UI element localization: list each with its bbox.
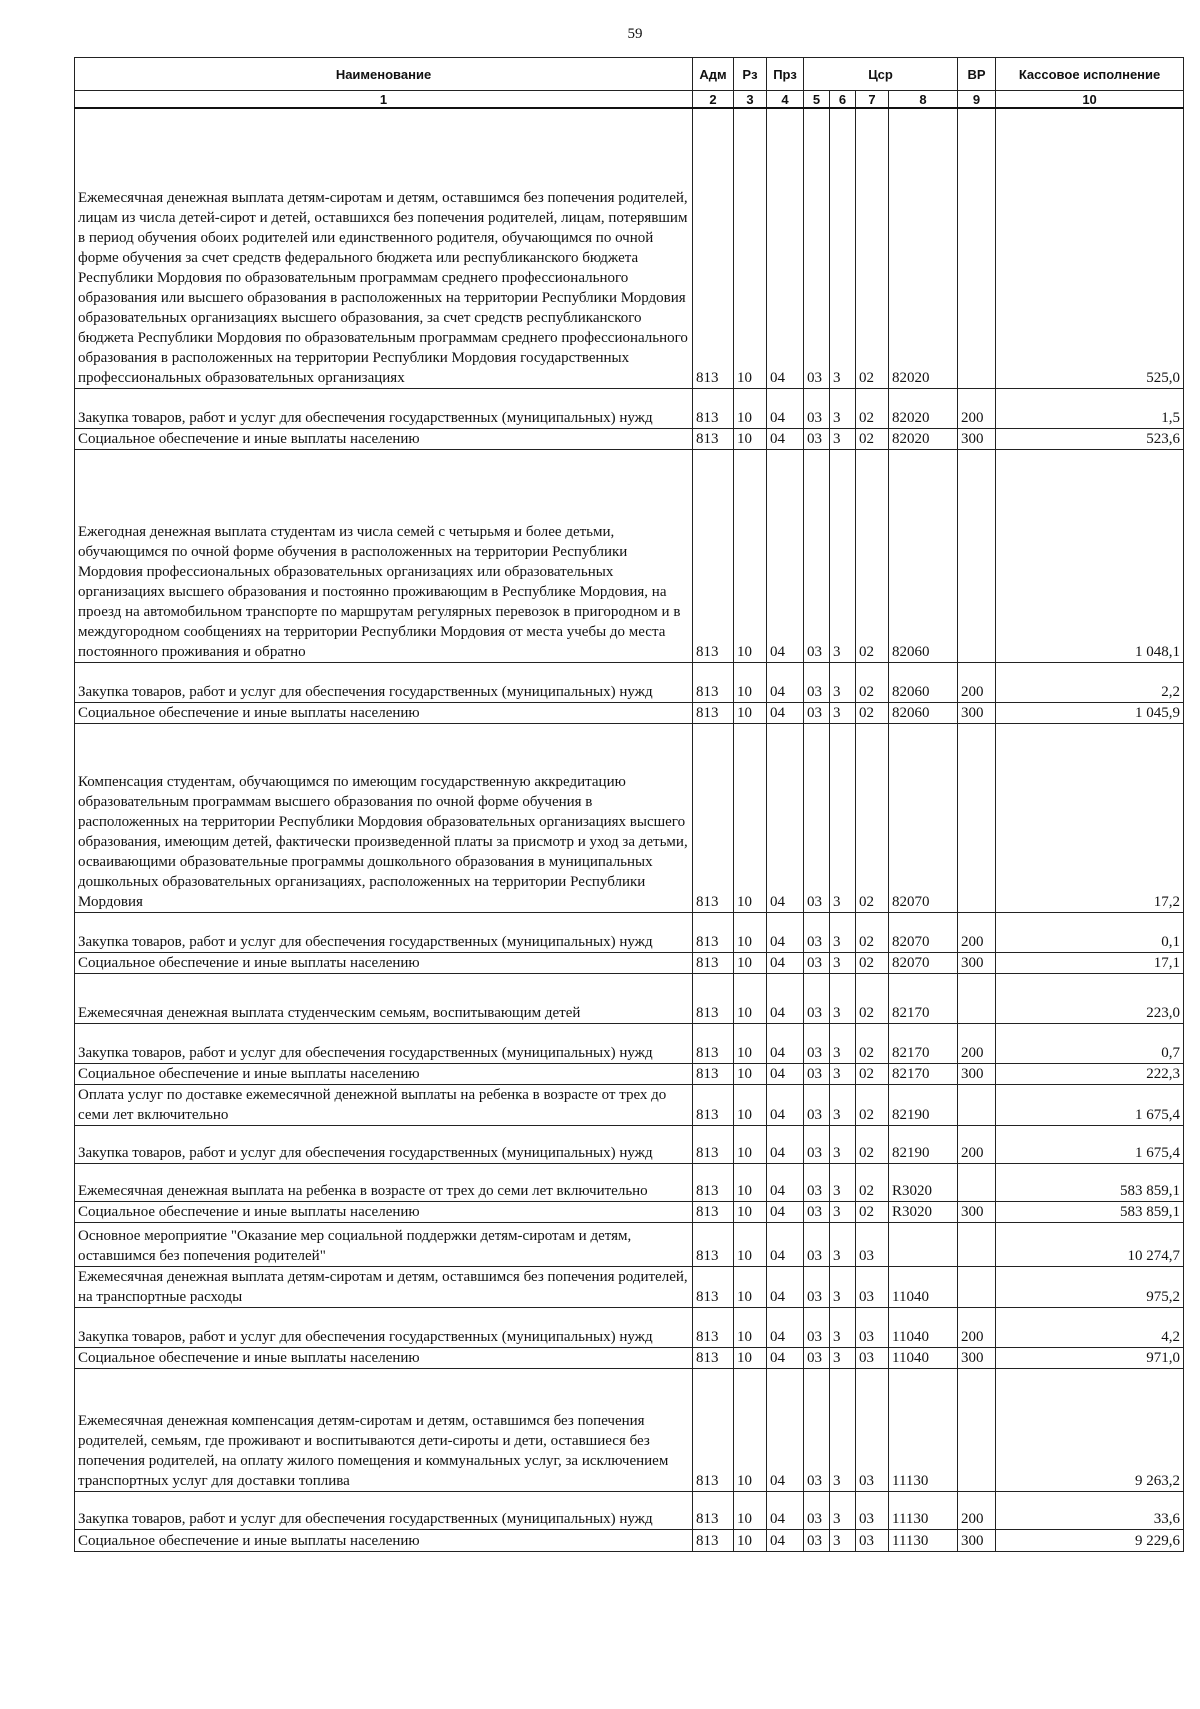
row-csr-8: R3020 [889,1201,958,1222]
table-row [75,1491,1184,1529]
row-adm: 813 [693,1368,734,1491]
row-name: Основное мероприятие "Оказание мер социальной поддержки детям-сиротам и детям, оставшимся без попечения родителей" [75,1222,693,1266]
row-value: 223,0 [996,973,1184,1023]
row-prz: 04 [767,388,804,428]
row-csr-5: 03 [804,1266,830,1307]
row-adm: 813 [693,973,734,1023]
row-vr: 200 [958,1023,996,1063]
row-adm: 813 [693,1023,734,1063]
row-csr-6: 3 [830,912,856,952]
row-name: Ежемесячная денежная выплата на ребенка в возрасте от трех до семи лет включительно [75,1163,693,1201]
row-csr-7: 02 [856,702,889,723]
row-name: Компенсация студентам, обучающимся по имеющим государственную аккредитацию образовательным программам высшего образования по очной форме обучения в расположенных на территории Республики Мордовия образовательных организациях высшего образования, имеющим детей, фактически произведенной платы за присмотр и уход за детьми, осваивающими образовательные программы дошкольного образования в муниципальных дошкольных образовательных организациях, расположенных на территории Республики Мордовия [75,723,693,912]
row-csr-5: 03 [804,702,830,723]
row-prz: 04 [767,1491,804,1529]
row-name: Закупка товаров, работ и услуг для обеспечения государственных (муниципальных) нужд [75,1023,693,1063]
row-name: Закупка товаров, работ и услуг для обеспечения государственных (муниципальных) нужд [75,1125,693,1163]
row-value: 525,0 [996,108,1184,388]
row-prz: 04 [767,1368,804,1491]
table-row [75,952,1184,973]
row-csr-5: 03 [804,1222,830,1266]
row-csr-7: 03 [856,1347,889,1368]
table-row [75,1201,1184,1222]
row-csr-7: 02 [856,1125,889,1163]
row-prz: 04 [767,108,804,388]
row-adm: 813 [693,108,734,388]
row-rz: 10 [734,1347,767,1368]
header-name: Наименование [75,58,693,91]
row-adm: 813 [693,1201,734,1222]
row-rz: 10 [734,1023,767,1063]
row-value: 583 859,1 [996,1163,1184,1201]
row-name: Социальное обеспечение и иные выплаты населению [75,428,693,449]
table-row [75,1368,1184,1491]
row-name: Ежемесячная денежная выплата детям-сиротам и детям, оставшимся без попечения родителей, лицам из числа детей-сирот и детей, оставшихся без попечения родителей, лицам, потерявшим в период обучения обоих родителей или единственного родителя, обучающимся по очной форме обучения за счет средств федерального бюджета или республиканского бюджета Республики Мордовия по образовательным программам среднего профессионального образования или высшего образования в расположенных на территории Республики Мордовия образовательных организациях высшего образования, за счет средств республиканского бюджета Республики Мордовия по образовательным программам среднего профессионального образования в расположенных на территории Республики Мордовия государственных профессиональных образовательных организациях [75,108,693,388]
column-number: 7 [856,91,889,109]
row-name: Закупка товаров, работ и услуг для обеспечения государственных (муниципальных) нужд [75,912,693,952]
row-value: 0,1 [996,912,1184,952]
table-row [75,1529,1184,1551]
table-row [75,1084,1184,1125]
row-csr-5: 03 [804,973,830,1023]
row-csr-8: 82070 [889,952,958,973]
row-value: 10 274,7 [996,1222,1184,1266]
row-csr-5: 03 [804,108,830,388]
row-vr: 300 [958,1063,996,1084]
row-vr [958,1222,996,1266]
row-vr: 300 [958,428,996,449]
row-name: Закупка товаров, работ и услуг для обеспечения государственных (муниципальных) нужд [75,1307,693,1347]
budget-table [74,57,1184,1552]
row-adm: 813 [693,723,734,912]
row-prz: 04 [767,1201,804,1222]
row-csr-6: 3 [830,449,856,662]
row-csr-6: 3 [830,973,856,1023]
header-prz: Прз [767,58,804,91]
column-number: 10 [996,91,1184,109]
row-value: 4,2 [996,1307,1184,1347]
table-row [75,428,1184,449]
row-adm: 813 [693,1491,734,1529]
header-adm: Адм [693,58,734,91]
row-csr-7: 02 [856,973,889,1023]
row-csr-7: 02 [856,1023,889,1063]
header-vr: ВР [958,58,996,91]
row-adm: 813 [693,1266,734,1307]
row-rz: 10 [734,1491,767,1529]
row-vr [958,108,996,388]
table-row [75,1023,1184,1063]
row-csr-8: 11130 [889,1529,958,1551]
row-rz: 10 [734,1266,767,1307]
row-name: Социальное обеспечение и иные выплаты населению [75,1201,693,1222]
row-name: Закупка товаров, работ и услуг для обеспечения государственных (муниципальных) нужд [75,662,693,702]
row-name: Ежемесячная денежная выплата детям-сиротам и детям, оставшимся без попечения родителей, на транспортные расходы [75,1266,693,1307]
row-csr-7: 03 [856,1529,889,1551]
row-csr-6: 3 [830,1125,856,1163]
row-csr-7: 02 [856,723,889,912]
row-value: 1 048,1 [996,449,1184,662]
row-rz: 10 [734,1163,767,1201]
row-csr-7: 03 [856,1222,889,1266]
row-rz: 10 [734,1201,767,1222]
row-csr-8: 82020 [889,388,958,428]
row-csr-6: 3 [830,1529,856,1551]
row-prz: 04 [767,702,804,723]
row-value: 523,6 [996,428,1184,449]
row-value: 1 675,4 [996,1084,1184,1125]
row-csr-5: 03 [804,1201,830,1222]
row-vr [958,449,996,662]
row-csr-7: 02 [856,388,889,428]
column-number: 6 [830,91,856,109]
row-name: Социальное обеспечение и иные выплаты населению [75,1347,693,1368]
row-name: Ежемесячная денежная компенсация детям-сиротам и детям, оставшимся без попечения родителей, семьям, где проживают и воспитываются дети-сироты и дети, оставшиеся без попечения родителей, на оплату жилого помещения и коммунальных услуг, за исключением транспортных услуг для доставки топлива [75,1368,693,1491]
row-csr-5: 03 [804,388,830,428]
row-csr-7: 03 [856,1491,889,1529]
row-prz: 04 [767,1266,804,1307]
row-value: 222,3 [996,1063,1184,1084]
row-vr [958,973,996,1023]
row-csr-5: 03 [804,1368,830,1491]
row-prz: 04 [767,1307,804,1347]
row-value: 1,5 [996,388,1184,428]
row-csr-7: 02 [856,1084,889,1125]
row-csr-6: 3 [830,662,856,702]
row-csr-6: 3 [830,723,856,912]
row-vr: 300 [958,1201,996,1222]
column-number: 9 [958,91,996,109]
row-prz: 04 [767,1125,804,1163]
row-rz: 10 [734,702,767,723]
row-csr-8: 82070 [889,912,958,952]
row-name: Оплата услуг по доставке ежемесячной денежной выплаты на ребенка в возрасте от трех до семи лет включительно [75,1084,693,1125]
row-rz: 10 [734,912,767,952]
row-adm: 813 [693,1125,734,1163]
row-adm: 813 [693,1529,734,1551]
row-value: 975,2 [996,1266,1184,1307]
row-value: 1 045,9 [996,702,1184,723]
table-row [75,1163,1184,1201]
row-rz: 10 [734,723,767,912]
row-adm: 813 [693,952,734,973]
row-csr-8: 82060 [889,449,958,662]
row-name: Закупка товаров, работ и услуг для обеспечения государственных (муниципальных) нужд [75,388,693,428]
header-csr: Цср [804,58,958,91]
row-prz: 04 [767,662,804,702]
row-value: 17,1 [996,952,1184,973]
row-value: 583 859,1 [996,1201,1184,1222]
row-name: Ежегодная денежная выплата студентам из числа семей с четырьмя и более детьми, обучающимся по очной форме обучения в расположенных на территории Республики Мордовия профессиональных образовательных организациях или образовательных организациях высшего образования и постоянно проживающим в Республике Мордовия, на проезд на автомобильном транспорте по маршрутам регулярных перевозок в пригородном и в междугородном сообщениях на территории Республики Мордовия от места учебы до места постоянного проживания и обратно [75,449,693,662]
row-rz: 10 [734,1529,767,1551]
row-name: Социальное обеспечение и иные выплаты населению [75,702,693,723]
row-rz: 10 [734,428,767,449]
row-csr-8: 82190 [889,1125,958,1163]
row-value: 2,2 [996,662,1184,702]
row-adm: 813 [693,449,734,662]
row-adm: 813 [693,702,734,723]
row-csr-5: 03 [804,662,830,702]
row-csr-5: 03 [804,1063,830,1084]
table-row [75,702,1184,723]
row-vr: 200 [958,1125,996,1163]
row-adm: 813 [693,1063,734,1084]
row-csr-6: 3 [830,1201,856,1222]
row-prz: 04 [767,1222,804,1266]
row-csr-8: 11130 [889,1491,958,1529]
row-value: 17,2 [996,723,1184,912]
row-vr: 300 [958,1347,996,1368]
row-csr-6: 3 [830,1023,856,1063]
row-prz: 04 [767,1347,804,1368]
row-csr-8: 82170 [889,1063,958,1084]
row-rz: 10 [734,1125,767,1163]
column-number: 3 [734,91,767,109]
row-csr-5: 03 [804,1023,830,1063]
row-adm: 813 [693,1084,734,1125]
row-rz: 10 [734,388,767,428]
row-vr [958,1163,996,1201]
row-csr-6: 3 [830,1084,856,1125]
row-csr-6: 3 [830,1368,856,1491]
row-prz: 04 [767,1163,804,1201]
row-vr: 200 [958,912,996,952]
row-csr-7: 02 [856,662,889,702]
row-vr: 300 [958,1529,996,1551]
row-csr-6: 3 [830,428,856,449]
row-adm: 813 [693,1222,734,1266]
row-csr-8: R3020 [889,1163,958,1201]
row-value: 1 675,4 [996,1125,1184,1163]
row-csr-7: 02 [856,108,889,388]
row-csr-8: 82170 [889,1023,958,1063]
row-value: 0,7 [996,1023,1184,1063]
row-vr: 200 [958,1307,996,1347]
table-row [75,108,1184,388]
row-csr-7: 02 [856,1163,889,1201]
row-csr-6: 3 [830,1222,856,1266]
row-csr-6: 3 [830,1163,856,1201]
row-csr-8: 82060 [889,702,958,723]
row-csr-6: 3 [830,702,856,723]
row-csr-7: 03 [856,1266,889,1307]
row-vr: 200 [958,1491,996,1529]
row-csr-6: 3 [830,1307,856,1347]
row-rz: 10 [734,1307,767,1347]
row-value: 971,0 [996,1347,1184,1368]
row-prz: 04 [767,1529,804,1551]
header-kas: Кассовое исполнение [996,58,1184,91]
column-number: 2 [693,91,734,109]
row-csr-5: 03 [804,428,830,449]
row-csr-7: 02 [856,449,889,662]
row-csr-8: 11040 [889,1307,958,1347]
row-rz: 10 [734,1222,767,1266]
row-adm: 813 [693,388,734,428]
table-header-row [75,58,1184,91]
table-row [75,388,1184,428]
row-prz: 04 [767,952,804,973]
row-csr-8: 82070 [889,723,958,912]
table-row [75,1307,1184,1347]
row-vr [958,1266,996,1307]
row-vr: 200 [958,388,996,428]
row-csr-7: 02 [856,1201,889,1222]
table-row [75,1063,1184,1084]
table-row [75,723,1184,912]
row-vr: 200 [958,662,996,702]
column-number: 8 [889,91,958,109]
row-name: Социальное обеспечение и иные выплаты населению [75,1063,693,1084]
row-csr-7: 03 [856,1368,889,1491]
row-csr-5: 03 [804,1529,830,1551]
row-csr-8: 82190 [889,1084,958,1125]
row-csr-8: 11040 [889,1266,958,1307]
column-number: 5 [804,91,830,109]
row-csr-8: 82060 [889,662,958,702]
row-csr-6: 3 [830,1347,856,1368]
row-csr-5: 03 [804,1125,830,1163]
row-vr [958,723,996,912]
table-row [75,1125,1184,1163]
row-csr-5: 03 [804,1307,830,1347]
table-row [75,1347,1184,1368]
row-csr-5: 03 [804,1084,830,1125]
row-prz: 04 [767,449,804,662]
row-csr-8: 82170 [889,973,958,1023]
row-adm: 813 [693,1347,734,1368]
row-vr [958,1368,996,1491]
row-value: 9 263,2 [996,1368,1184,1491]
header-rz: Рз [734,58,767,91]
row-adm: 813 [693,912,734,952]
row-adm: 813 [693,1163,734,1201]
row-csr-6: 3 [830,388,856,428]
row-csr-5: 03 [804,912,830,952]
row-csr-6: 3 [830,1266,856,1307]
row-name: Социальное обеспечение и иные выплаты населению [75,952,693,973]
row-vr: 300 [958,702,996,723]
row-csr-5: 03 [804,723,830,912]
row-csr-7: 02 [856,952,889,973]
row-csr-7: 02 [856,912,889,952]
row-csr-8: 82020 [889,428,958,449]
column-number: 4 [767,91,804,109]
row-csr-5: 03 [804,1163,830,1201]
row-csr-7: 02 [856,1063,889,1084]
row-vr: 300 [958,952,996,973]
row-prz: 04 [767,723,804,912]
row-value: 9 229,6 [996,1529,1184,1551]
row-rz: 10 [734,1084,767,1125]
row-csr-7: 03 [856,1307,889,1347]
table-row [75,449,1184,662]
row-csr-6: 3 [830,108,856,388]
row-rz: 10 [734,1368,767,1491]
row-csr-6: 3 [830,952,856,973]
row-csr-5: 03 [804,1491,830,1529]
table-row [75,1266,1184,1307]
table-row [75,973,1184,1023]
page-number: 59 [627,26,643,42]
row-name: Ежемесячная денежная выплата студенческим семьям, воспитывающим детей [75,973,693,1023]
row-name: Социальное обеспечение и иные выплаты населению [75,1529,693,1551]
row-csr-8: 11040 [889,1347,958,1368]
column-number-row [75,91,1184,109]
row-rz: 10 [734,973,767,1023]
row-csr-5: 03 [804,449,830,662]
row-rz: 10 [734,449,767,662]
column-number: 1 [75,91,693,109]
row-csr-5: 03 [804,952,830,973]
row-csr-6: 3 [830,1063,856,1084]
row-csr-7: 02 [856,428,889,449]
row-csr-8: 82020 [889,108,958,388]
table-row [75,1222,1184,1266]
row-rz: 10 [734,662,767,702]
table-row [75,912,1184,952]
row-prz: 04 [767,1063,804,1084]
table-row [75,662,1184,702]
row-rz: 10 [734,1063,767,1084]
row-prz: 04 [767,912,804,952]
row-adm: 813 [693,1307,734,1347]
row-prz: 04 [767,1023,804,1063]
row-rz: 10 [734,108,767,388]
row-csr-8 [889,1222,958,1266]
row-rz: 10 [734,952,767,973]
row-adm: 813 [693,428,734,449]
row-csr-5: 03 [804,1347,830,1368]
row-vr [958,1084,996,1125]
row-name: Закупка товаров, работ и услуг для обеспечения государственных (муниципальных) нужд [75,1491,693,1529]
row-value: 33,6 [996,1491,1184,1529]
row-csr-6: 3 [830,1491,856,1529]
row-prz: 04 [767,428,804,449]
row-csr-8: 11130 [889,1368,958,1491]
row-prz: 04 [767,1084,804,1125]
row-prz: 04 [767,973,804,1023]
row-adm: 813 [693,662,734,702]
